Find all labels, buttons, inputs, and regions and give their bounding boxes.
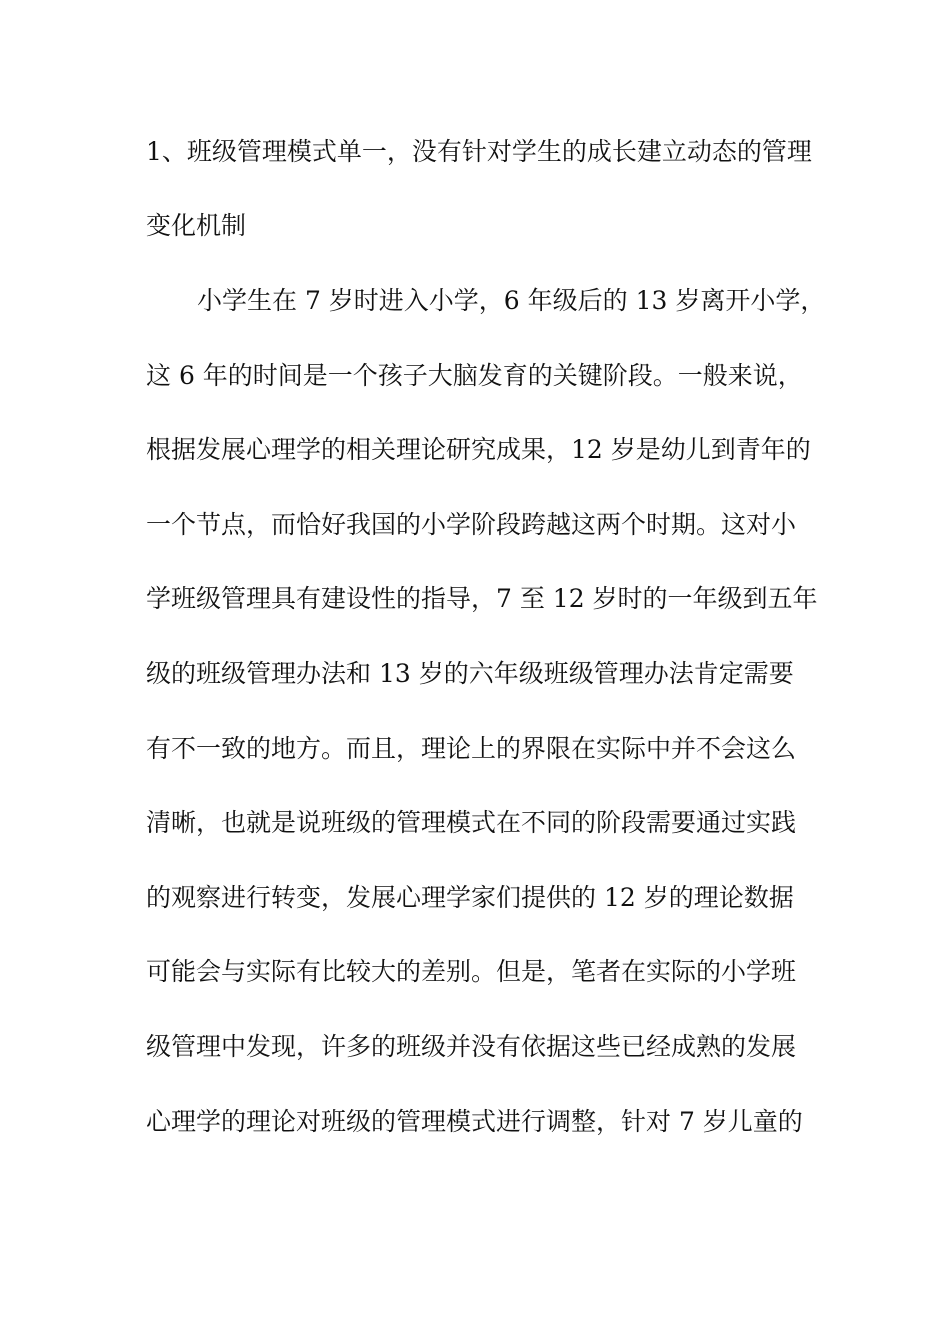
paragraph-line: 级的班级管理办法和 13 岁的六年级班级管理办法肯定需要 xyxy=(146,659,794,688)
paragraph-line: 可能会与实际有比较大的差别。但是，笔者在实际的小学班 xyxy=(146,957,797,986)
paragraph-line: 心理学的理论对班级的管理模式进行调整，针对 7 岁儿童的 xyxy=(146,1107,803,1136)
section-heading-line-2: 变化机制 xyxy=(146,211,247,240)
paragraph-line: 级管理中发现，许多的班级并没有依据这些已经成熟的发展 xyxy=(146,1032,797,1061)
paragraph-line: 有不一致的地方。而且，理论上的界限在实际中并不会这么 xyxy=(146,734,797,763)
paragraph-line: 根据发展心理学的相关理论研究成果，12 岁是幼儿到青年的 xyxy=(146,435,811,464)
paragraph-line: 的观察进行转变，发展心理学家们提供的 12 岁的理论数据 xyxy=(146,883,794,912)
paragraph-line: 学班级管理具有建设性的指导，7 至 12 岁时的一年级到五年 xyxy=(146,584,818,613)
paragraph-line: 清晰，也就是说班级的管理模式在不同的阶段需要通过实践 xyxy=(146,808,797,837)
section-heading-line-1: 1、班级管理模式单一，没有针对学生的成长建立动态的管理 xyxy=(146,137,812,166)
paragraph-line: 这 6 年的时间是一个孩子大脑发育的关键阶段。一般来说， xyxy=(146,361,803,390)
paragraph-line: 一个节点，而恰好我国的小学阶段跨越这两个时期。这对小 xyxy=(146,510,797,539)
paragraph-line: 小学生在 7 岁时进入小学，6 年级后的 13 岁离开小学， xyxy=(197,286,826,315)
